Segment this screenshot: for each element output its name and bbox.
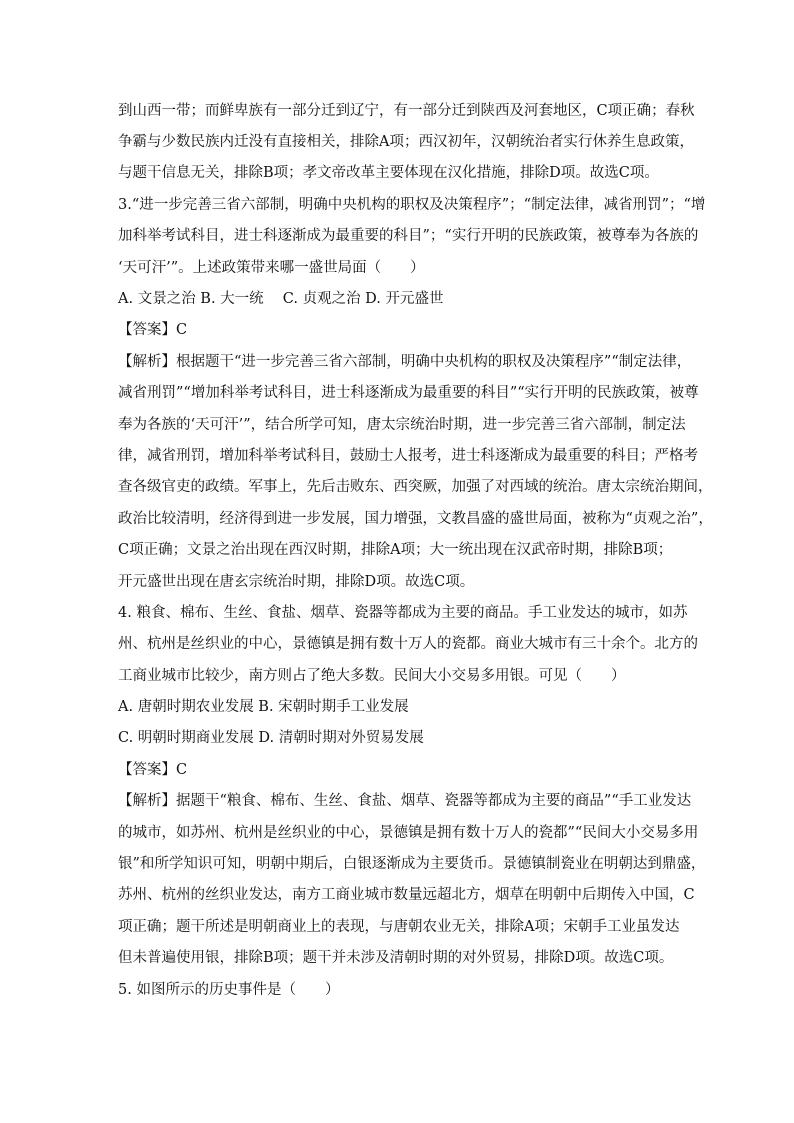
text-line: 查各级官吏的政绩。军事上，先后击败东、西突厥，加强了对西域的统治。唐太宗统治期间， xyxy=(118,479,713,495)
answer-4: 【答案】C xyxy=(118,762,188,778)
text-line: 奉为各族的‘天可汗’”，结合所学可知，唐太宗统治时期，进一步完善三省六部制，制定法 xyxy=(118,417,686,433)
answer-3: 【答案】C xyxy=(118,322,188,338)
text-line: C项正确；文景之治出现在西汉时期，排除A项；大一统出现在汉武帝时期，排除B项； xyxy=(118,542,673,558)
question-4-stem: 4. 粮食、棉布、生丝、食盐、烟草、瓷器等都成为主要的商品。手工业发达的城市，如苏 xyxy=(118,605,688,621)
text-line: 律，减省刑罚，增加科举考试科目，鼓励士人报考，进士科逐渐成为最重要的科目；严格考 xyxy=(118,448,698,464)
analysis-4: 【解析】据题干“粮食、棉布、生丝、食盐、烟草、瓷器等都成为主要的商品”“手工业发达 xyxy=(118,793,692,809)
text-line: 苏州、杭州的丝织业发达，南方工商业城市数量远超北方，烟草在明朝中后期传入中国，C xyxy=(118,887,695,903)
text-line: 到山西一带；而鲜卑族有一部分迁到辽宁，有一部分迁到陕西及河套地区，C项正确；春秋 xyxy=(118,103,695,119)
text-line: 但未普遍使用银，排除B项；题干并未涉及清朝时期的对外贸易，排除D项。故选C项。 xyxy=(118,950,674,966)
text-line: 政治比较清明，经济得到进一步发展，国力增强，文教昌盛的盛世局面，被称为“贞观之治”， xyxy=(118,511,713,527)
text-line: 项正确；题干所述是明朝商业上的表现，与唐朝农业无关，排除A项；宋朝手工业虽发达 xyxy=(118,919,680,935)
text-line: 与题干信息无关，排除B项；孝文帝改革主要体现在汉化措施，排除D项。故选C项。 xyxy=(118,165,659,181)
analysis-3: 【解析】根据题干“进一步完善三省六部制，明确中央机构的职权及决策程序”“制定法律， xyxy=(118,354,692,370)
text-line: 开元盛世出现在唐玄宗统治时期，排除D项。故选C项。 xyxy=(118,574,475,590)
question-3-stem: 3.“进一步完善三省六部制，明确中央机构的职权及决策程序”；“制定法律，减省刑罚”；“增 xyxy=(118,197,706,213)
text-line: ‘天可汗’”。上述政策带来哪一盛世局面（ ） xyxy=(118,260,425,276)
text-line: 工商业城市比较少，南方则占了绝大多数。民间大小交易多用银。可见（ ） xyxy=(118,668,626,684)
question-4-options-cd: C. 明朝时期商业发展 D. 清朝时期对外贸易发展 xyxy=(118,730,424,746)
question-5-stem: 5. 如图所示的历史事件是（ ） xyxy=(118,982,340,998)
text-line: 加科举考试科目，进士科逐渐成为最重要的科目”；“实行开明的民族政策，被尊奉为各族的 xyxy=(118,228,699,244)
question-4-options-ab: A. 唐朝时期农业发展 B. 宋朝时期手工业发展 xyxy=(118,699,409,715)
text-line: 争霸与少数民族内迁没有直接相关，排除A项；西汉初年，汉朝统治者实行休养生息政策， xyxy=(118,134,694,150)
text-line: 的城市，如苏州、杭州是丝织业的中心，景德镇是拥有数十万人的瓷都”“民间大小交易多用 xyxy=(118,825,699,841)
text-line: 银”和所学知识可知，明朝中期后，白银逐渐成为主要货币。景德镇制瓷业在明朝达到鼎盛， xyxy=(118,856,706,872)
text-line: 州、杭州是丝织业的中心，景德镇是拥有数十万人的瓷都。商业大城市有三十余个。北方的 xyxy=(118,636,698,652)
text-line: 减省刑罚”“增加科举考试科目，进士科逐渐成为最重要的科目”“实行开明的民族政策，被尊 xyxy=(118,385,699,401)
question-3-options: A. 文景之治 B. 大一统 C. 贞观之治 D. 开元盛世 xyxy=(118,291,444,307)
